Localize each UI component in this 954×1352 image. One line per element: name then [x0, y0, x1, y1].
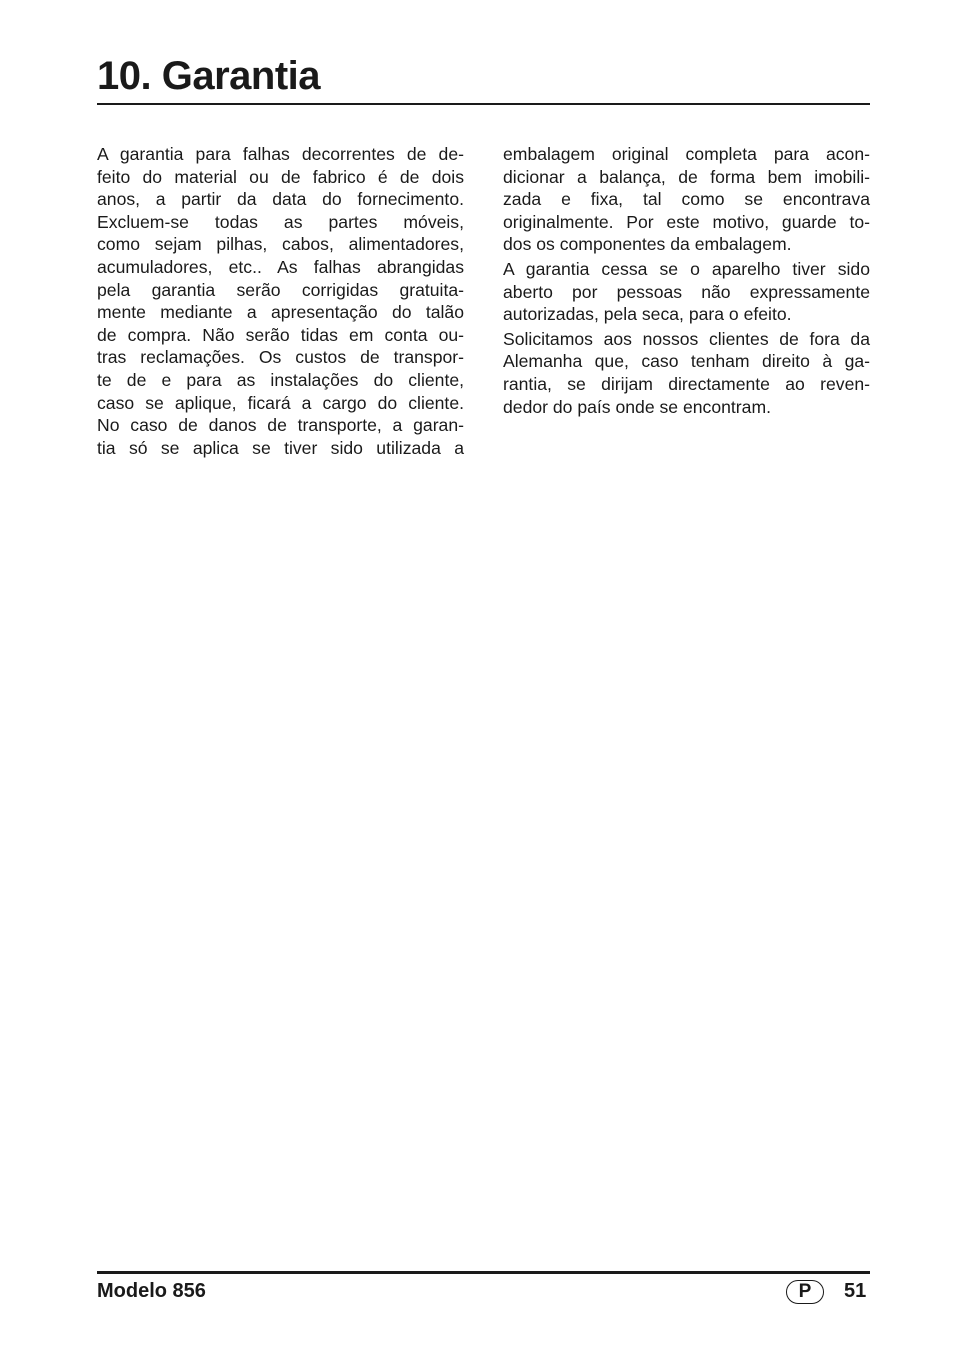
- warranty-paragraph: [97, 143, 464, 459]
- text-line: dicionar a balança, de forma bem imobili-: [503, 166, 870, 187]
- text-line: Alemanha que, caso tenham direito à ga-: [503, 351, 870, 372]
- text-line: pela garantia serão corrigidas gratuita-: [97, 279, 464, 300]
- text-line: zada e fixa, tal como se encontrava: [503, 189, 870, 210]
- language-badge: P: [786, 1280, 824, 1304]
- text-line: como sejam pilhas, cabos, alimentadores,: [97, 234, 464, 255]
- text-line: originalmente. Por este motivo, guarde to-: [503, 211, 870, 232]
- footer-model-name: Modelo 856: [97, 1280, 206, 1302]
- text-line: acumuladores, etc.. As falhas abrangidas: [97, 256, 464, 277]
- text-line: dedor do país onde se encontram.: [503, 396, 771, 417]
- text-line: feito do material ou de fabrico é de dois: [97, 166, 464, 187]
- text-line: A garantia cessa se o aparelho tiver sido: [503, 258, 870, 279]
- text-line: Solicitamos aos nossos clientes de fora da: [503, 328, 870, 349]
- page-title: 10. Garantia: [97, 54, 321, 98]
- right-column: [503, 143, 870, 418]
- text-line: tras reclamações. Os custos de transpor-: [97, 347, 464, 368]
- left-column: [97, 143, 464, 459]
- text-line: te de e para as instalações do cliente,: [97, 369, 464, 390]
- text-line: anos, a partir da data do fornecimento.: [97, 189, 464, 210]
- text-line: de compra. Não serão tidas em conta ou-: [97, 324, 464, 345]
- text-line: dos os componentes da embalagem.: [503, 234, 792, 255]
- text-line: rantia, se dirijam directamente ao reven-: [503, 373, 870, 394]
- text-line: tia só se aplica se tiver sido utilizada a: [97, 437, 464, 458]
- text-line: aberto por pessoas não expressamente: [503, 281, 870, 302]
- packaging-paragraph: [503, 143, 870, 256]
- title-divider: [97, 103, 870, 105]
- text-line: autorizadas, pela seca, para o efeito.: [503, 304, 792, 325]
- text-line: caso se aplique, ficará a cargo do cliente.: [97, 392, 464, 413]
- text-line: A garantia para falhas decorrentes de de-: [97, 144, 464, 164]
- text-line: No caso de danos de transporte, a garan-: [97, 415, 464, 436]
- text-line: embalagem original completa para acon-: [503, 144, 870, 164]
- text-line: Excluem-se todas as partes móveis,: [97, 211, 464, 232]
- foreign-customers-paragraph: [503, 328, 870, 418]
- warranty-void-paragraph: [503, 258, 870, 326]
- page-number: 51: [844, 1280, 867, 1302]
- footer-divider: [97, 1271, 870, 1274]
- text-line: mente mediante a apresentação do talão: [97, 302, 464, 323]
